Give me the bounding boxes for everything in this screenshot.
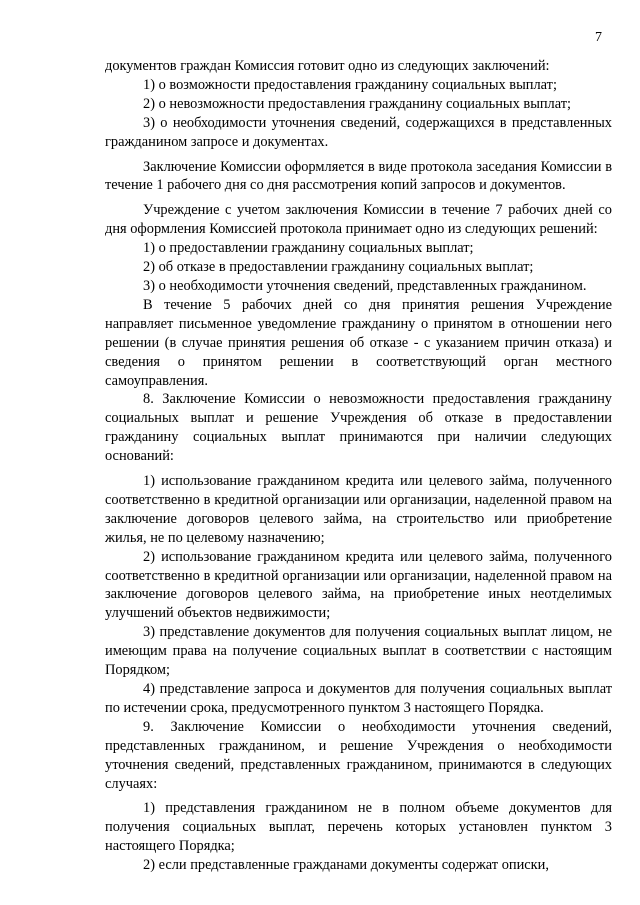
paragraph-case-1: 1) представления гражданином не в полном объеме документов для получения социальных выплат, перечень которых установлен пунктом 3 настоящего Порядка; (105, 800, 612, 855)
paragraph-decision-3: 3) о необходимости уточнения сведений, представленных гражданином. (143, 277, 587, 294)
paragraph-section-8: 8. Заключение Комиссии о невозможности предоставления гражданину социальных выплат и решение Учреждения об отказе в предоставлении гражданину социальных выплат принимаются при наличии следующих оснований: (105, 391, 612, 465)
page-number: 7 (595, 30, 602, 45)
paragraph-conclusion-3: 3) о необходимости уточнения сведений, содержащихся в представленных гражданином запросе и документах. (105, 114, 612, 150)
body-text (105, 57, 612, 875)
paragraph-case-2: 2) если представленные гражданами документы содержат описки, (143, 857, 549, 874)
paragraph-ground-1: 1) использование гражданином кредита или целевого займа, полученного соответственно в кредитной организации или организации, наделенной правом на заключение договоров целевого займа, на строительство или приобретение жилья, не по целевому назначению; (105, 473, 612, 546)
paragraph-institution-decision: Учреждение с учетом заключения Комиссии в течение 7 рабочих дней со дня оформления Комиссией протокола принимает одно из следующих решений: (105, 202, 612, 238)
paragraph-ground-3: 3) представление документов для получения социальных выплат лицом, не имеющим права на получение социальных выплат в соответствии с настоящим Порядком; (105, 624, 612, 679)
paragraph-decision-2: 2) об отказе в предоставлении гражданину социальных выплат; (143, 259, 534, 276)
paragraph-decision-1: 1) о предоставлении гражданину социальных выплат; (143, 240, 474, 257)
paragraph-section-9: 9. Заключение Комиссии о необходимости уточнения сведений, представленных гражданином, и решение Учреждения о необходимости уточнения сведений, представленных гражданином, принимаются в следующих случаях: (105, 718, 612, 792)
paragraph-intro: документов граждан Комиссия готовит одно из следующих заключений: (105, 58, 550, 74)
paragraph-conclusion-2: 2) о невозможности предоставления гражданину социальных выплат; (143, 95, 572, 112)
paragraph-conclusion-1: 1) о возможности предоставления гражданину социальных выплат; (143, 76, 557, 93)
paragraph-protocol: Заключение Комиссии оформляется в виде протокола заседания Комиссии в течение 1 рабочего дня со дня рассмотрения копий запросов и документов. (105, 158, 612, 194)
paragraph-ground-4: 4) представление запроса и документов для получения социальных выплат по истечении срока, предусмотренного пунктом 3 настоящего Порядка. (105, 681, 612, 716)
paragraph-ground-2: 2) использование гражданином кредита или целевого займа, полученного соответственно в кредитной организации или организации, наделенной правом на заключение договоров целевого займа, на приобретение иных неотделимых улучшений объектов недвижимости; (105, 548, 612, 622)
paragraph-notification: В течение 5 рабочих дней со дня принятия решения Учреждение направляет письменное уведомление гражданину о принятом в отношении него решении (в случае принятия решения об отказе - с указанием причин отказа) и сведения о принятом решении в соответствующий орган местного самоуправления. (105, 296, 612, 389)
